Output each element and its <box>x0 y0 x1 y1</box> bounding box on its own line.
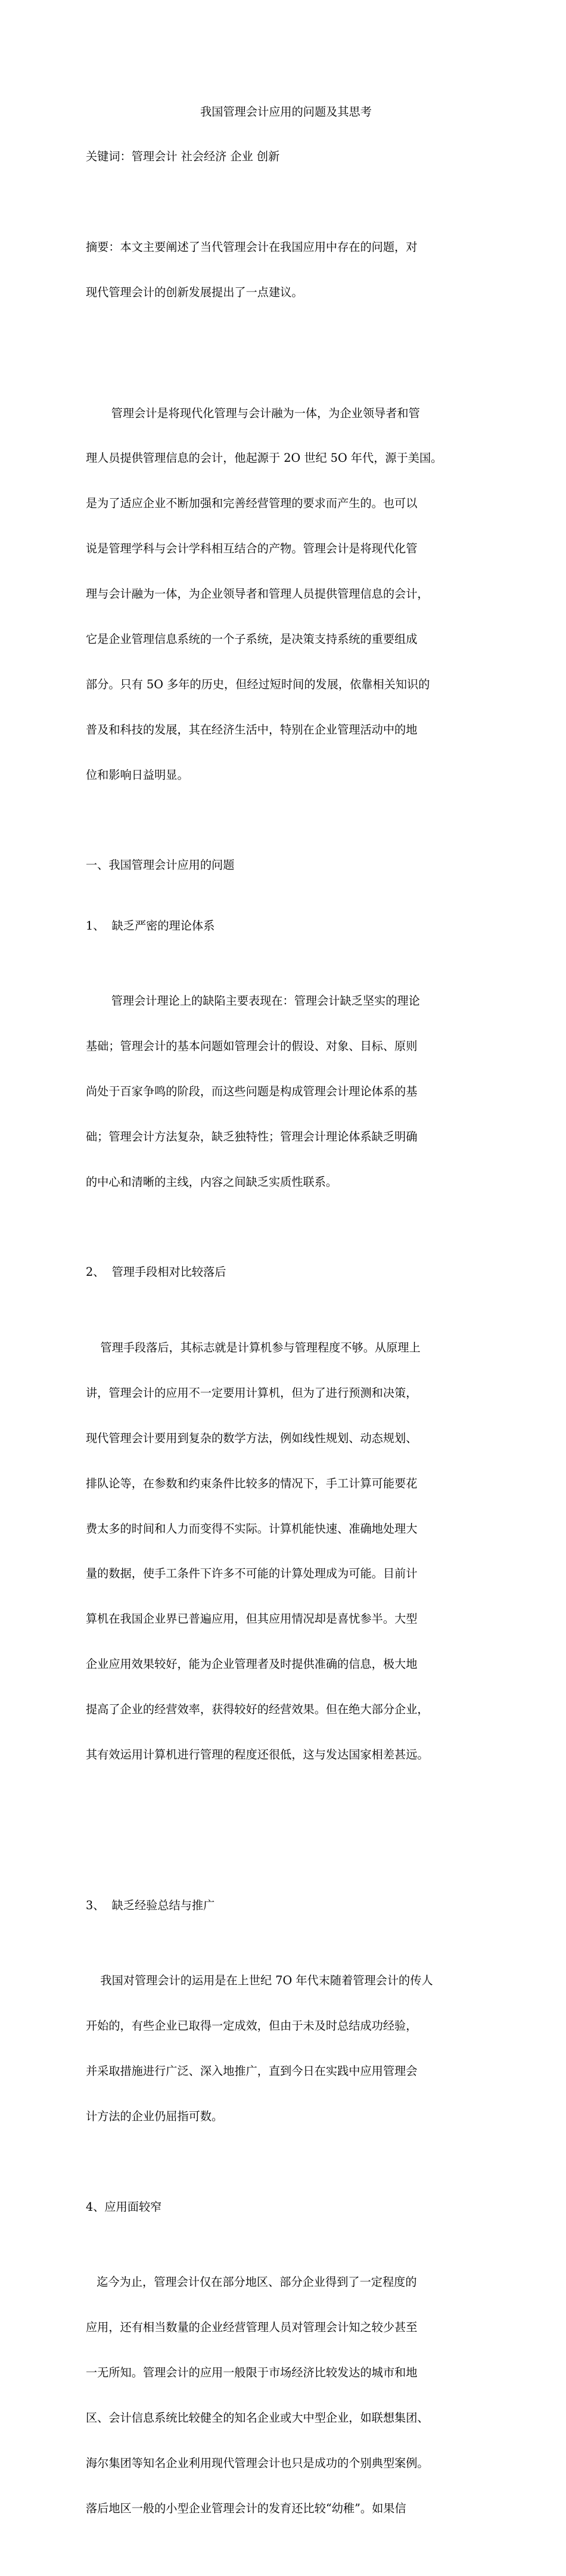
body-line: 管理会计理论上的缺陷主要表现在：管理会计缺乏坚实的理论 <box>86 994 420 1008</box>
body-line: 费太多的时间和人力而变得不实际。计算机能快速、准确地处理大 <box>86 1521 418 1536</box>
body-line: 基础；管理会计的基本问题如管理会计的假设、对象、目标、原则 <box>86 1039 418 1053</box>
body-line: 计方法的企业仍屈指可数。 <box>86 2109 223 2124</box>
intro-line: 理与会计融为一体，为企业领导者和管理人员提供管理信息的会计， <box>86 587 429 601</box>
body-line: 现代管理会计要用到复杂的数学方法，例如线性规划、动态规划、 <box>86 1431 418 1445</box>
body-line: 算机在我国企业界已普遍应用，但其应用情况却是喜忧参半。大型 <box>86 1612 418 1626</box>
body-line: 落后地区一般的小型企业管理会计的发育还比较“幼稚”。如果信 <box>86 2501 406 2515</box>
keywords-line: 关键词：管理会计 社会经济 企业 创新 <box>86 150 280 164</box>
intro-line: 管理会计是将现代化管理与会计融为一体，为企业领导者和管 <box>86 406 420 420</box>
body-line: 量的数据，使手工条件下许多不可能的计算处理成为可能。目前计 <box>86 1567 418 1581</box>
subsection-heading-4: 4、应用面较窄 <box>86 2199 162 2214</box>
body-line: 排队论等，在参数和约束条件比较多的情况下，手工计算可能要花 <box>86 1476 418 1490</box>
section-heading: 一、我国管理会计应用的问题 <box>86 858 235 872</box>
abstract-line: 摘要：本文主要阐述了当代管理会计在我国应用中存在的问题，对 <box>86 240 418 254</box>
document-title: 我国管理会计应用的问题及其思考 <box>200 104 372 119</box>
intro-line: 是为了适应企业不断加强和完善经营管理的要求而产生的。也可以 <box>86 496 418 511</box>
body-line: 开始的，有些企业已取得一定成效，但由于未及时总结成功经验， <box>86 2019 418 2033</box>
intro-line: 理人员提供管理信息的会计，他起源于 2O 世纪 5O 年代，源于美国。 <box>86 451 443 465</box>
body-line: 迄今为止，管理会计仅在部分地区、部分企业得到了一定程度的 <box>86 2275 417 2289</box>
body-line: 其有效运用计算机进行管理的程度还很低，这与发达国家相差甚远。 <box>86 1747 429 1761</box>
subsection-heading-1: 1、 缺乏严密的理论体系 <box>86 918 215 933</box>
intro-line: 说是管理学科与会计学科相互结合的产物。管理会计是将现代化管 <box>86 542 418 556</box>
document-body <box>86 74 491 2576</box>
subsection-4-body <box>86 2245 491 2546</box>
intro-line: 位和影响日益明显。 <box>86 767 189 782</box>
abstract-line: 现代管理会计的创新发展提出了一点建议。 <box>86 285 303 300</box>
body-line: 应用，还有相当数量的企业经营管理人员对管理会计知之较少甚至 <box>86 2320 418 2335</box>
blank-line <box>86 1838 491 1853</box>
subsection-2-body <box>86 1310 491 1792</box>
subsection-3-body <box>86 1943 491 2154</box>
subsection-heading-2: 2、 管理手段相对比较落后 <box>86 1265 226 1279</box>
subsection-1-body <box>86 964 491 1220</box>
body-line: 企业应用效果较好，能为企业管理者及时提供准确的信息，极大地 <box>86 1657 418 1671</box>
intro-paragraph <box>86 375 491 813</box>
intro-line: 普及和科技的发展，其在经济生活中，特别在企业管理活动中的地 <box>86 722 418 737</box>
body-line: 础；管理会计方法复杂，缺乏独特性；管理会计理论体系缺乏明确 <box>86 1129 418 1143</box>
intro-line: 它是企业管理信息系统的一个子系统，是决策支持系统的重要组成 <box>86 632 418 646</box>
body-line: 海尔集团等知名企业利用现代管理会计也只是成功的个别典型案例。 <box>86 2456 429 2470</box>
body-line: 管理手段落后，其标志就是计算机参与管理程度不够。从原理上 <box>86 1340 421 1354</box>
abstract-block <box>86 210 491 330</box>
subsection-heading-3: 3、 缺乏经验总结与推广 <box>86 1898 215 1912</box>
body-line: 一无所知。管理会计的应用一般限于市场经济比较发达的城市和地 <box>86 2366 418 2380</box>
body-line: 尚处于百家争鸣的阶段，而这些问题是构成管理会计理论体系的基 <box>86 1084 418 1098</box>
body-line: 讲，管理会计的应用不一定要用计算机，但为了进行预测和决策， <box>86 1385 418 1400</box>
body-line: 提高了企业的经营效率，获得较好的经营效果。但在绝大部分企业， <box>86 1702 429 1717</box>
intro-line: 部分。只有 5O 多年的历史，但经过短时间的发展，依靠相关知识的 <box>86 677 430 691</box>
body-line: 并采取措施进行广泛、深入地推广，直到今日在实践中应用管理会 <box>86 2064 418 2078</box>
body-line: 的中心和清晰的主线，内容之间缺乏实质性联系。 <box>86 1174 338 1189</box>
body-line: 区、会计信息系统比较健全的知名企业或大中型企业，如联想集团、 <box>86 2411 429 2425</box>
body-line: 我国对管理会计的运用是在上世纪 7O 年代末随着管理会计的传人 <box>86 1974 433 1988</box>
